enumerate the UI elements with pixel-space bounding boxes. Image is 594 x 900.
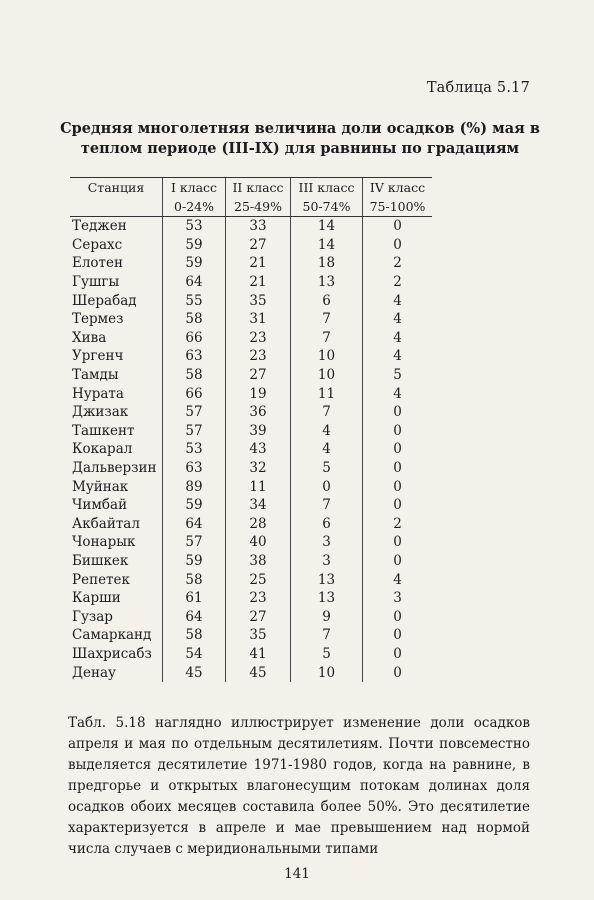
class-value: 0	[363, 607, 433, 626]
class-value: 0	[363, 477, 433, 496]
class-value: 0	[363, 217, 433, 236]
station-name: Елотен	[72, 255, 124, 272]
table-row	[70, 459, 432, 478]
class-value: 13	[291, 273, 363, 292]
column-header: Станция	[70, 178, 163, 198]
class-value: 7	[291, 329, 363, 348]
class-value: 66	[163, 384, 226, 403]
station-name: Гузар	[72, 608, 113, 625]
class-value: 3	[291, 552, 363, 571]
class-value: 2	[363, 254, 433, 273]
class-value: 4	[363, 347, 433, 366]
station-name: Кокарал	[72, 441, 133, 458]
class-value: 18	[291, 254, 363, 273]
column-header: III класс	[291, 178, 363, 198]
table-row	[70, 645, 432, 664]
class-value: 36	[226, 403, 291, 422]
page-number: 141	[284, 866, 310, 882]
class-value: 4	[363, 384, 433, 403]
class-value: 0	[363, 422, 433, 441]
station-name: Самарканд	[72, 627, 152, 644]
paragraph-text: Табл. 5.18 наглядно иллюстрирует изменение доли осадков апреля и мая по отдельным десятилетиям. Почти повсеместно выделяется десятилетие 1971-1980 годов, когда на равнине, в предгорье и открытых влагонесущим потокам долинах доля осадков обоих месяцев составила более 50%. Это десятилетие характеризуется в апреле и мае превышением над нормой числа случаев с меридиональными типами	[68, 715, 530, 857]
column-subheader: 0-24%	[163, 197, 226, 217]
class-value: 3	[363, 589, 433, 608]
station-name: Акбайтал	[72, 515, 140, 532]
column-header: IV класс	[363, 178, 433, 198]
class-value: 61	[163, 589, 226, 608]
column-header: II класс	[226, 178, 291, 198]
class-value: 5	[291, 459, 363, 478]
class-value: 58	[163, 626, 226, 645]
class-value: 53	[163, 440, 226, 459]
class-value: 10	[291, 366, 363, 385]
class-value: 4	[363, 329, 433, 348]
table-row	[70, 440, 432, 459]
class-value: 11	[291, 384, 363, 403]
table-row	[70, 477, 432, 496]
table-row	[70, 236, 432, 255]
table-row	[70, 254, 432, 273]
class-value: 0	[363, 459, 433, 478]
class-value: 10	[291, 663, 363, 682]
table-row	[70, 403, 432, 422]
class-value: 10	[291, 347, 363, 366]
table-row	[70, 310, 432, 329]
class-value: 7	[291, 403, 363, 422]
class-value: 57	[163, 533, 226, 552]
station-name: Джизак	[72, 404, 129, 421]
table-row	[70, 366, 432, 385]
station-name: Бишкек	[72, 552, 129, 569]
class-value: 40	[226, 533, 291, 552]
station-name: Серахс	[72, 236, 123, 253]
class-value: 14	[291, 217, 363, 236]
class-value: 0	[363, 403, 433, 422]
class-value: 5	[363, 366, 433, 385]
class-value: 3	[291, 533, 363, 552]
class-value: 45	[163, 663, 226, 682]
station-name: Шерабад	[72, 292, 137, 309]
class-value: 32	[226, 459, 291, 478]
table-row	[70, 626, 432, 645]
class-value: 27	[226, 607, 291, 626]
column-header: I класс	[163, 178, 226, 198]
station-name: Нурата	[72, 385, 124, 402]
column-subheader: 25-49%	[226, 197, 291, 217]
class-value: 9	[291, 607, 363, 626]
table-row	[70, 384, 432, 403]
class-value: 38	[226, 552, 291, 571]
class-value: 89	[163, 477, 226, 496]
class-value: 0	[363, 645, 433, 664]
class-value: 21	[226, 254, 291, 273]
table-row	[70, 663, 432, 682]
class-value: 45	[226, 663, 291, 682]
table-row	[70, 515, 432, 534]
class-value: 4	[363, 310, 433, 329]
table-row	[70, 291, 432, 310]
class-value: 54	[163, 645, 226, 664]
station-name: Чимбай	[72, 497, 128, 514]
table-row	[70, 273, 432, 292]
class-value: 11	[226, 477, 291, 496]
class-value: 35	[226, 626, 291, 645]
table-row	[70, 217, 432, 236]
class-value: 6	[291, 291, 363, 310]
class-value: 28	[226, 515, 291, 534]
class-value: 19	[226, 384, 291, 403]
table-title: Средняя многолетняя величина доли осадков (%) мая в теплом периоде (III-IX) для равнины по градациям	[60, 120, 540, 157]
class-value: 4	[291, 422, 363, 441]
class-value: 64	[163, 273, 226, 292]
class-value: 27	[226, 366, 291, 385]
table-row	[70, 347, 432, 366]
class-value: 58	[163, 310, 226, 329]
class-value: 0	[363, 626, 433, 645]
station-name: Хива	[72, 329, 107, 346]
class-value: 63	[163, 459, 226, 478]
class-value: 14	[291, 236, 363, 255]
station-name: Гушгы	[72, 274, 120, 291]
class-value: 34	[226, 496, 291, 515]
column-subheader	[70, 197, 163, 217]
station-name: Чонарык	[72, 534, 136, 551]
column-subheader: 75-100%	[363, 197, 433, 217]
class-value: 2	[363, 515, 433, 534]
station-name: Шахрисабз	[72, 645, 152, 662]
class-value: 23	[226, 347, 291, 366]
table-row	[70, 552, 432, 571]
class-value: 55	[163, 291, 226, 310]
station-name: Тамды	[72, 367, 119, 384]
class-value: 53	[163, 217, 226, 236]
class-value: 4	[291, 440, 363, 459]
class-value: 6	[291, 515, 363, 534]
class-value: 7	[291, 310, 363, 329]
class-value: 23	[226, 329, 291, 348]
station-name: Ургенч	[72, 348, 124, 365]
station-name: Ташкент	[72, 422, 135, 439]
class-value: 0	[363, 440, 433, 459]
class-value: 66	[163, 329, 226, 348]
station-name: Репетек	[72, 571, 130, 588]
station-name: Муйнак	[72, 478, 129, 495]
body-paragraph	[68, 713, 530, 860]
station-name: Дальверзин	[72, 460, 157, 477]
class-value: 58	[163, 570, 226, 589]
class-value: 59	[163, 496, 226, 515]
class-value: 0	[363, 663, 433, 682]
data-table	[70, 177, 432, 682]
table-number: Таблица 5.17	[426, 80, 530, 96]
class-value: 2	[363, 273, 433, 292]
class-value: 41	[226, 645, 291, 664]
station-name: Теджен	[72, 218, 127, 235]
class-value: 5	[291, 645, 363, 664]
class-value: 64	[163, 607, 226, 626]
class-value: 7	[291, 626, 363, 645]
class-value: 27	[226, 236, 291, 255]
class-value: 21	[226, 273, 291, 292]
station-name: Термез	[72, 311, 124, 328]
class-value: 25	[226, 570, 291, 589]
class-value: 59	[163, 236, 226, 255]
class-value: 13	[291, 570, 363, 589]
class-value: 23	[226, 589, 291, 608]
class-value: 57	[163, 422, 226, 441]
table-body	[70, 217, 432, 682]
table-row	[70, 329, 432, 348]
table-row	[70, 422, 432, 441]
class-value: 0	[363, 533, 433, 552]
class-value: 39	[226, 422, 291, 441]
table-row	[70, 496, 432, 515]
class-value: 0	[363, 552, 433, 571]
class-value: 33	[226, 217, 291, 236]
class-value: 63	[163, 347, 226, 366]
class-value: 35	[226, 291, 291, 310]
class-value: 64	[163, 515, 226, 534]
station-name: Карши	[72, 590, 121, 607]
class-value: 4	[363, 291, 433, 310]
class-value: 59	[163, 552, 226, 571]
table-header-row-bottom	[70, 197, 432, 217]
table-row	[70, 589, 432, 608]
table-row	[70, 570, 432, 589]
class-value: 0	[363, 496, 433, 515]
class-value: 58	[163, 366, 226, 385]
table-row	[70, 533, 432, 552]
column-subheader: 50-74%	[291, 197, 363, 217]
class-value: 4	[363, 570, 433, 589]
class-value: 43	[226, 440, 291, 459]
table-row	[70, 607, 432, 626]
class-value: 0	[291, 477, 363, 496]
class-value: 7	[291, 496, 363, 515]
class-value: 0	[363, 236, 433, 255]
table-header-row-top	[70, 178, 432, 198]
class-value: 13	[291, 589, 363, 608]
class-value: 57	[163, 403, 226, 422]
class-value: 31	[226, 310, 291, 329]
class-value: 59	[163, 254, 226, 273]
station-name: Денау	[72, 664, 116, 681]
